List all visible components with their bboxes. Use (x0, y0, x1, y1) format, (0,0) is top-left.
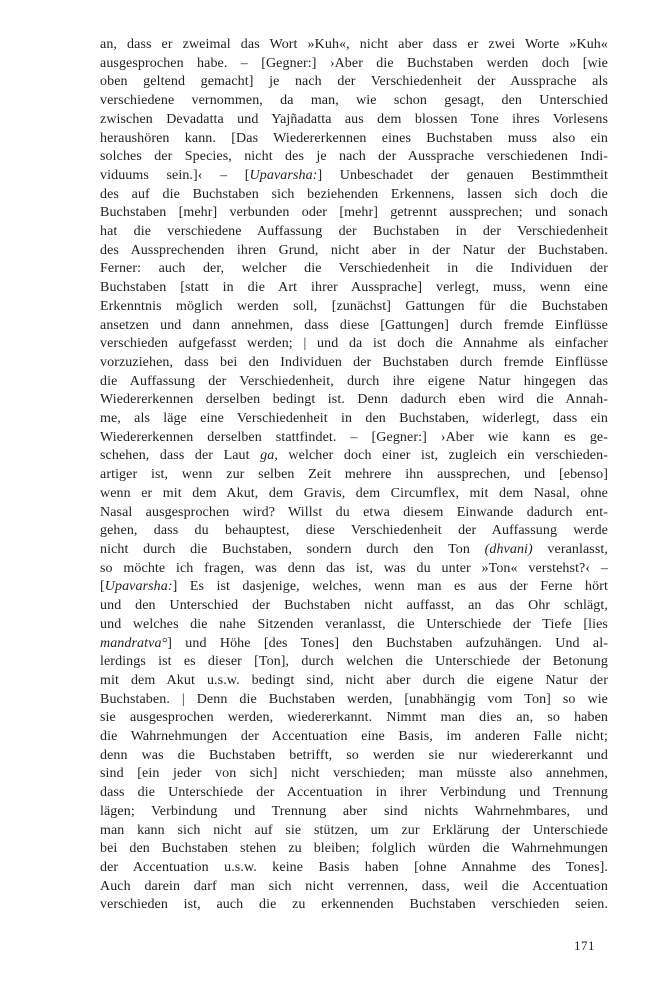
text-line: sind [ein jeder von sich] nicht verschieden; man müsste also annehmen, (100, 766, 608, 782)
text-line: Nasal ausgesprochen wird? Willst du etwa diesem Einwande dadurch ent- (100, 504, 608, 520)
text-line: solches der Species, nicht des je nach der Aussprache verschiedenen Indi- (100, 149, 608, 165)
text-line: Buchstaben. | Denn die Buchstaben werden, [unabhängig vom Ton] so wie (100, 691, 608, 707)
text-line: des Aussprechenden ihren Grund, nicht aber in der Natur der Buchstaben. (100, 242, 608, 258)
text-line: man kann sich nicht auf sie stützen, um zur Erklärung der Unterschiede (100, 822, 608, 838)
text-line: vorzuziehen, dass bei den Individuen der Buchstaben durch fremde Einflüsse (100, 354, 608, 370)
text-line: denn was die Buchstaben betrifft, so werden sie nur wiedererkannt und (100, 747, 608, 763)
text-line: lerdings ist es dieser [Ton], durch welchen die Unterschiede der Betonung (100, 654, 608, 670)
text-line: mandratva°] und Höhe [des Tones] den Buchstaben aufzuhängen. Und al- (100, 635, 608, 651)
text-line: [Upavarsha:] Es ist dasjenige, welches, wenn man es aus der Ferne hört (100, 579, 608, 595)
text-line: bei den Buchstaben stehen zu bleiben; folglich würden die Wahrnehmungen (100, 841, 608, 857)
text-line: oben geltend gemacht] je nach der Verschiedenheit der Aussprache als (100, 74, 608, 90)
text-line: die Wahrnehmungen der Accentuation eine Basis, im anderen Falle nicht; (100, 729, 608, 745)
text-line: Erkenntnis möglich werden soll, [zunächst] Gattungen für die Buchstaben (100, 298, 608, 314)
text-line: und welches die nahe Sitzenden veranlasst, die Unterschiede der Tiefe [lies (100, 616, 608, 632)
text-line: verschiedene vernommen, da man, wie schon gesagt, den Unterschied (100, 93, 608, 109)
text-line: so möchte ich fragen, was denn das ist, was du unter »Ton« verstehst?‹ – (100, 560, 608, 576)
text-line: zwischen Devadatta und Yajñadatta aus dem blossen Tone ihres Vorlesens (100, 111, 608, 127)
text-line: ausgesprochen habe. – [Gegner:] ›Aber die Buchstaben werden doch [wie (100, 55, 608, 71)
text-line: nicht durch die Buchstaben, sondern durch den Ton (dhvani) veranlasst, (100, 541, 608, 557)
text-line: gehen, dass du behauptest, diese Verschiedenheit der Auffassung werde (100, 523, 608, 539)
text-line: verschieden aufgefasst werden; | und da ist doch die Annahme als einfacher (100, 336, 608, 352)
text-line: Buchstaben [statt in die Art ihrer Aussprache] verlegt, muss, wenn eine (100, 280, 608, 296)
text-line: viduums sein.]‹ – [Upavarsha:] Unbeschadet der genauen Bestimmtheit (100, 167, 608, 183)
text-line: und den Unterschied der Buchstaben nicht auffasst, an das Ohr schlägt, (100, 598, 608, 614)
text-line: heraushören kann. [Das Wiedererkennen eines Buchstaben muss also ein (100, 130, 608, 146)
text-line: sie ausgesprochen werden, wiedererkannt. Nimmt man dies an, so haben (100, 710, 608, 726)
text-line: an, dass er zweimal das Wort »Kuh«, nicht aber dass er zwei Worte »Kuh« (100, 37, 608, 52)
text-line: die Auffassung der Verschiedenheit, durch ihre eigene Natur hingegen das (100, 373, 608, 389)
text-line: Wiedererkennen derselben stattfindet. – [Gegner:] ›Aber wie kann es ge- (100, 429, 608, 445)
text-line: hat die verschiedene Auffassung der Buchstaben in der Verschiedenheit (100, 224, 608, 240)
text-line: artiger ist, wenn zur selben Zeit mehrere ihn aussprechen, und [ebenso] (100, 467, 608, 483)
text-line: Ferner: auch der, welcher die Verschiedenheit in die Individuen der (100, 261, 608, 277)
text-line: Auch darein darf man sich nicht verrennen, dass, weil die Accentuation (100, 878, 608, 894)
text-line: mit dem Akut u.s.w. bedingt sind, nicht aber durch die eigene Natur der (100, 672, 608, 688)
text-line: Wiedererkennen derselben bedingt ist. Denn dadurch eben wird die Annah- (100, 392, 608, 408)
page-number: 171 (574, 938, 595, 953)
text-line: wenn er mit dem Akut, dem Gravis, dem Circumflex, mit dem Nasal, ohne (100, 485, 608, 501)
text-line: dass die Unterschiede der Accentuation in ihrer Verbindung und Trennung (100, 785, 608, 801)
text-line: schehen, dass der Laut ga, welcher doch einer ist, zugleich ein verschieden- (100, 448, 608, 464)
text-line: der Accentuation u.s.w. keine Basis haben [ohne Annahme des Tones]. (100, 859, 608, 875)
text-line: ansetzen und dann annehmen, dass diese [Gattungen] durch fremde Einflüsse (100, 317, 608, 333)
text-line: verschieden ist, auch die zu erkennenden Buchstaben verschieden seien. (100, 897, 608, 913)
text-line: des auf die Buchstaben sich beziehenden Erkennens, lassen sich doch die (100, 186, 608, 202)
body-text (100, 36, 608, 915)
text-line: me, als läge eine Verschiedenheit in den Buchstaben, widerlegt, dass ein (100, 411, 608, 427)
text-line: lägen; Verbindung und Trennung aber sind nichts Wahrnehmbares, und (100, 803, 608, 819)
text-line: Buchstaben [mehr] verbunden oder [mehr] getrennt aussprechen; und sonach (100, 205, 608, 221)
